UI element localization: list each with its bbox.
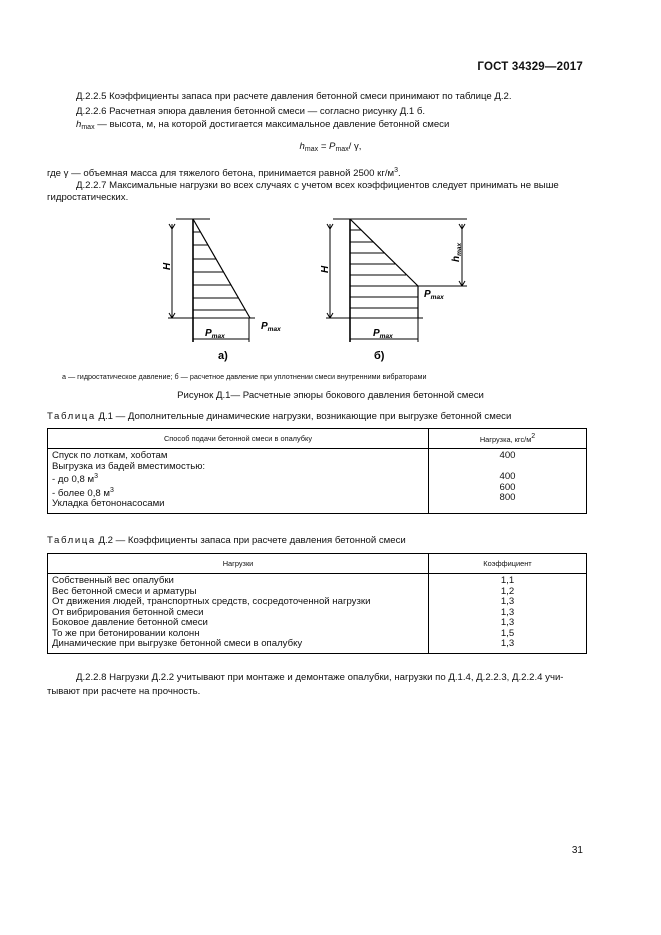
left-diagram-label: а) [218,350,228,362]
table-d2 [47,553,587,654]
left-pmax-box-label: $P_{max}$ [205,328,225,340]
table2-row-value: 1,3 [500,638,515,649]
table-d1 [47,428,587,514]
table2-row-label: Собственный вес опалубки [52,575,174,586]
table2-row-value: 1,5 [500,627,515,639]
table1-row-value: 400 [499,471,516,482]
table2-row-label: От движения людей, транспортных средств, сосредоточенной нагрузки [52,596,371,607]
right-hmax-label: $h_{max}$ [451,242,463,262]
page-number: 31 [571,845,583,856]
table2-row-value: 1,1 [500,575,515,586]
table1-header-load: Нагрузка, кгс/м2 [429,429,587,449]
table1-row-value: 600 [499,481,516,493]
formula-hmax: $h_{max} = P_{max}/$ γ, [299,141,362,153]
table2-row-label: Боковое давление бетонной смеси [52,617,208,628]
table2-row-label: Вес бетонной смеси и арматуры [52,585,197,597]
table1-row-label: Спуск по лоткам, хоботам [52,450,168,461]
table2-row-label: От вибрирования бетонной смеси [52,606,204,618]
table1-methods-cell [48,449,429,514]
figure-title: Рисунок Д.1— Расчетные эпюры бокового давления бетонной смеси [177,390,484,401]
left-h-label: H [162,262,173,270]
table2-header-loads: Нагрузки [48,554,429,574]
table1-row-value: 800 [499,492,516,503]
table2-loads-cell [48,574,429,654]
pressure-diagram-figure [0,0,661,400]
table1-row-label: - более 0,8 $м^3$ [52,486,114,499]
paragraph-d2-2-7-line1: Д.2.2.7 Максимальные нагрузки во всех случаях с учетом всех коэффициентов следует принимать не выше [76,180,559,191]
table1-row-value: 400 [499,450,516,461]
paragraph-d2-2-8-line1: Д.2.2.8 Нагрузки Д.2.2 учитывают при монтаже и демонтаже опалубки, нагрузки по Д.1.4, Д.2.2.3, Д.2.2.4 учи- [76,672,564,683]
table1-title: Таблица Д.1 — Дополнительные динамические нагрузки, возникающие при выгрузке бетонной смеси [47,411,512,422]
table1-values-cell [429,449,587,514]
table2-row-value: 1,2 [500,585,515,597]
paragraph-d2-2-7-line2: гидростатических. [47,192,129,203]
paragraph-hmax-definition: $h_{max}$ — высота, м, на которой достигается максимальное давление бетонной смеси [76,119,450,131]
right-diagram-label: б) [374,350,385,362]
right-pmax-mid-label: $P_{max}$ [424,289,444,301]
paragraph-d2-2-8-line2: тывают при расчете на прочность. [47,686,201,697]
table2-header-coefficient: Коэффициент [429,554,587,574]
paragraph-gamma: где γ — объемная масса для тяжелого бетона, принимается равной 2500 $кг/м^3$. [47,167,401,179]
right-h-label: H [320,265,331,273]
table1-header-method: Способ подачи бетонной смеси в опалубку [48,429,429,449]
left-pmax-side-label: $P_{max}$ [261,321,281,333]
table1-row-label: - до 0,8 $м^3$ [52,473,98,485]
table2-row-label: Динамические при выгрузке бетонной смеси в опалубку [52,638,303,649]
table1-row-label: Укладка бетононасосами [52,498,165,509]
table2-title: Таблица Д.2 — Коэффициенты запаса при расчете давления бетонной смеси [47,535,406,546]
table2-row-label: То же при бетонировании колонн [52,627,200,639]
left-hypotenuse [193,219,250,318]
table2-row-value: 1,3 [500,606,515,618]
table2-row-value: 1,3 [500,596,515,607]
table2-values-cell [429,574,587,654]
right-pmax-box-label: $P_{max}$ [373,328,393,340]
paragraph-d2-2-5: Д.2.2.5 Коэффициенты запаса при расчете давления бетонной смеси принимают по таблице Д.2. [76,91,512,102]
table2-row-value: 1,3 [500,617,515,628]
document-header: ГОСТ 34329—2017 [477,61,583,73]
table1-row-label: Выгрузка из бадей вместимостью: [52,460,206,472]
paragraph-d2-2-6: Д.2.2.6 Расчетная эпюра давления бетонной смеси — согласно рисунку Д.1 б. [76,106,426,117]
figure-legend: а — гидростатическое давление; б — расчетное давление при уплотнении смеси внутренними вибраторами [62,372,427,381]
